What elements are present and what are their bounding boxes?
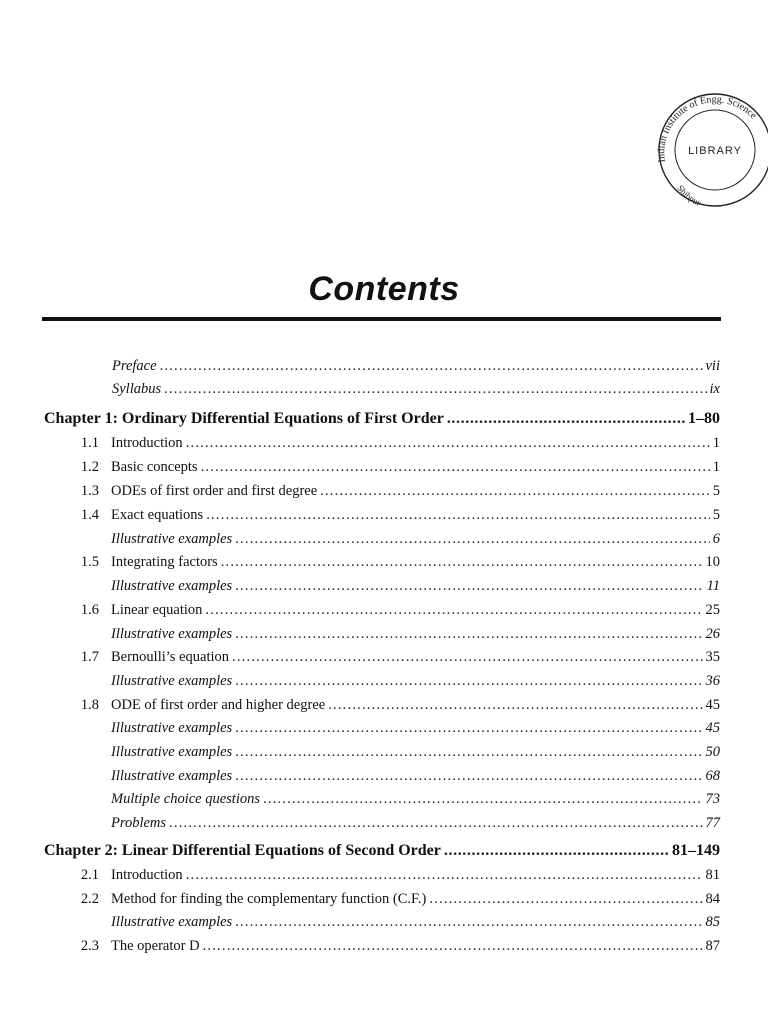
entry-label: Syllabus bbox=[112, 381, 162, 397]
entry-number: 1.1 bbox=[80, 435, 99, 451]
entry-number: 1.3 bbox=[80, 483, 99, 499]
entry-page: 73 bbox=[705, 791, 720, 807]
leader-dots bbox=[447, 408, 685, 430]
leader-dots bbox=[232, 646, 703, 668]
chapter-title: Chapter 2: Linear Differential Equations of Second Order bbox=[44, 842, 441, 859]
leader-dots bbox=[235, 575, 703, 597]
entry-label: Linear equation bbox=[111, 602, 203, 618]
entry-label: Illustrative examples bbox=[111, 531, 233, 547]
title-rule bbox=[42, 317, 721, 321]
entry-page: 77 bbox=[705, 815, 720, 831]
stamp-center-text: LIBRARY bbox=[688, 145, 742, 157]
entry-page: 11 bbox=[706, 578, 720, 594]
leader-dots bbox=[235, 741, 702, 763]
toc-entry-1-8[interactable] bbox=[66, 694, 720, 716]
leader-dots bbox=[169, 812, 702, 834]
toc-entry-1-problems[interactable] bbox=[111, 812, 720, 834]
entry-label: Exact equations bbox=[111, 507, 204, 523]
leader-dots bbox=[320, 480, 710, 502]
toc-entry-1-5-examples[interactable] bbox=[111, 575, 720, 597]
entry-label: Introduction bbox=[111, 435, 183, 451]
leader-dots bbox=[328, 694, 702, 716]
toc-entry-1-6[interactable] bbox=[66, 599, 720, 621]
toc-entry-2-2[interactable] bbox=[66, 888, 720, 910]
toc-entry-syllabus[interactable] bbox=[112, 378, 720, 400]
toc-entry-preface[interactable] bbox=[112, 355, 720, 377]
entry-page: 1 bbox=[712, 459, 720, 475]
leader-dots bbox=[235, 528, 710, 550]
toc-entry-1-6-examples[interactable] bbox=[111, 623, 720, 645]
leader-dots bbox=[235, 911, 702, 933]
toc-entry-2-3[interactable] bbox=[66, 935, 720, 957]
entry-page: 5 bbox=[712, 483, 720, 499]
leader-dots bbox=[235, 765, 702, 787]
leader-dots bbox=[235, 670, 702, 692]
entry-page: 26 bbox=[705, 626, 720, 642]
stamp-ring-bottom-text: Shibpur bbox=[675, 183, 703, 208]
entry-number: 2.3 bbox=[80, 938, 99, 954]
entry-number: 1.7 bbox=[80, 649, 99, 665]
entry-page: 68 bbox=[705, 768, 720, 784]
entry-page: vii bbox=[705, 358, 720, 374]
toc-entry-1-4-examples[interactable] bbox=[111, 528, 720, 550]
entry-label: Illustrative examples bbox=[111, 744, 233, 760]
leader-dots bbox=[429, 888, 702, 910]
entry-label: ODEs of first order and first degree bbox=[111, 483, 318, 499]
entry-label: Preface bbox=[112, 358, 157, 374]
leader-dots bbox=[201, 456, 710, 478]
entry-label: Illustrative examples bbox=[111, 768, 233, 784]
toc-chapter-1[interactable] bbox=[44, 408, 720, 430]
toc-entry-1-2[interactable] bbox=[66, 456, 720, 478]
leader-dots bbox=[206, 504, 710, 526]
toc-chapter-2[interactable] bbox=[44, 840, 720, 862]
entry-label: Problems bbox=[111, 815, 167, 831]
library-stamp bbox=[647, 84, 768, 214]
entry-number: 2.2 bbox=[80, 891, 99, 907]
entry-label: Illustrative examples bbox=[111, 720, 233, 736]
entry-label: Illustrative examples bbox=[111, 578, 233, 594]
toc-entry-1-7[interactable] bbox=[66, 646, 720, 668]
leader-dots bbox=[164, 378, 706, 400]
entry-label: Illustrative examples bbox=[111, 626, 233, 642]
leader-dots bbox=[186, 432, 710, 454]
toc-entry-1-mcq[interactable] bbox=[111, 788, 720, 810]
entry-page: 45 bbox=[705, 697, 720, 713]
entry-label: Basic concepts bbox=[111, 459, 198, 475]
entry-page: ix bbox=[709, 381, 720, 397]
toc-entry-1-7-examples[interactable] bbox=[111, 670, 720, 692]
chapter-pages: 1–80 bbox=[688, 410, 720, 427]
entry-page: 25 bbox=[705, 602, 720, 618]
leader-dots bbox=[235, 717, 702, 739]
entry-number: 1.4 bbox=[80, 507, 99, 523]
entry-page: 36 bbox=[705, 673, 720, 689]
entry-page: 87 bbox=[705, 938, 720, 954]
entry-page: 45 bbox=[705, 720, 720, 736]
entry-label: Method for finding the complementary function (C.F.) bbox=[111, 891, 427, 907]
toc-entry-1-1[interactable] bbox=[66, 432, 720, 454]
entry-page: 5 bbox=[712, 507, 720, 523]
entry-number: 1.5 bbox=[80, 554, 99, 570]
leader-dots bbox=[203, 935, 703, 957]
entry-label: Illustrative examples bbox=[111, 914, 233, 930]
entry-page: 50 bbox=[705, 744, 720, 760]
stamp-ring-top-text: Indian Institute of Engg. Science bbox=[656, 94, 759, 164]
toc-entry-1-8-examples-a[interactable] bbox=[111, 717, 720, 739]
entry-number: 1.8 bbox=[80, 697, 99, 713]
toc-entry-1-4[interactable] bbox=[66, 504, 720, 526]
entry-page: 1 bbox=[712, 435, 720, 451]
leader-dots bbox=[205, 599, 702, 621]
chapter-pages: 81–149 bbox=[672, 842, 720, 859]
entry-page: 10 bbox=[705, 554, 720, 570]
toc-entry-2-2-examples[interactable] bbox=[111, 911, 720, 933]
entry-number: 1.2 bbox=[80, 459, 99, 475]
leader-dots bbox=[160, 355, 703, 377]
entry-number: 2.1 bbox=[80, 867, 99, 883]
entry-page: 35 bbox=[705, 649, 720, 665]
toc-entry-2-1[interactable] bbox=[66, 864, 720, 886]
entry-page: 84 bbox=[705, 891, 720, 907]
toc-entry-1-3[interactable] bbox=[66, 480, 720, 502]
toc-entry-1-8-examples-b[interactable] bbox=[111, 741, 720, 763]
entry-page: 6 bbox=[712, 531, 720, 547]
leader-dots bbox=[221, 551, 703, 573]
chapter-title: Chapter 1: Ordinary Differential Equations of First Order bbox=[44, 410, 444, 427]
toc-entry-1-5[interactable] bbox=[66, 551, 720, 573]
entry-page: 85 bbox=[705, 914, 720, 930]
entry-label: Multiple choice questions bbox=[111, 791, 260, 807]
entry-page: 81 bbox=[705, 867, 720, 883]
leader-dots bbox=[235, 623, 702, 645]
leader-dots bbox=[263, 788, 703, 810]
entry-label: Bernoulli’s equation bbox=[111, 649, 229, 665]
page-title: Contents bbox=[308, 270, 460, 308]
entry-number: 1.6 bbox=[80, 602, 99, 618]
entry-label: Introduction bbox=[111, 867, 183, 883]
entry-label: Illustrative examples bbox=[111, 673, 233, 689]
entry-label: The operator D bbox=[111, 938, 200, 954]
entry-label: ODE of first order and higher degree bbox=[111, 697, 326, 713]
entry-label: Integrating factors bbox=[111, 554, 218, 570]
leader-dots bbox=[186, 864, 703, 886]
toc-entry-1-8-examples-c[interactable] bbox=[111, 765, 720, 787]
leader-dots bbox=[444, 840, 669, 862]
